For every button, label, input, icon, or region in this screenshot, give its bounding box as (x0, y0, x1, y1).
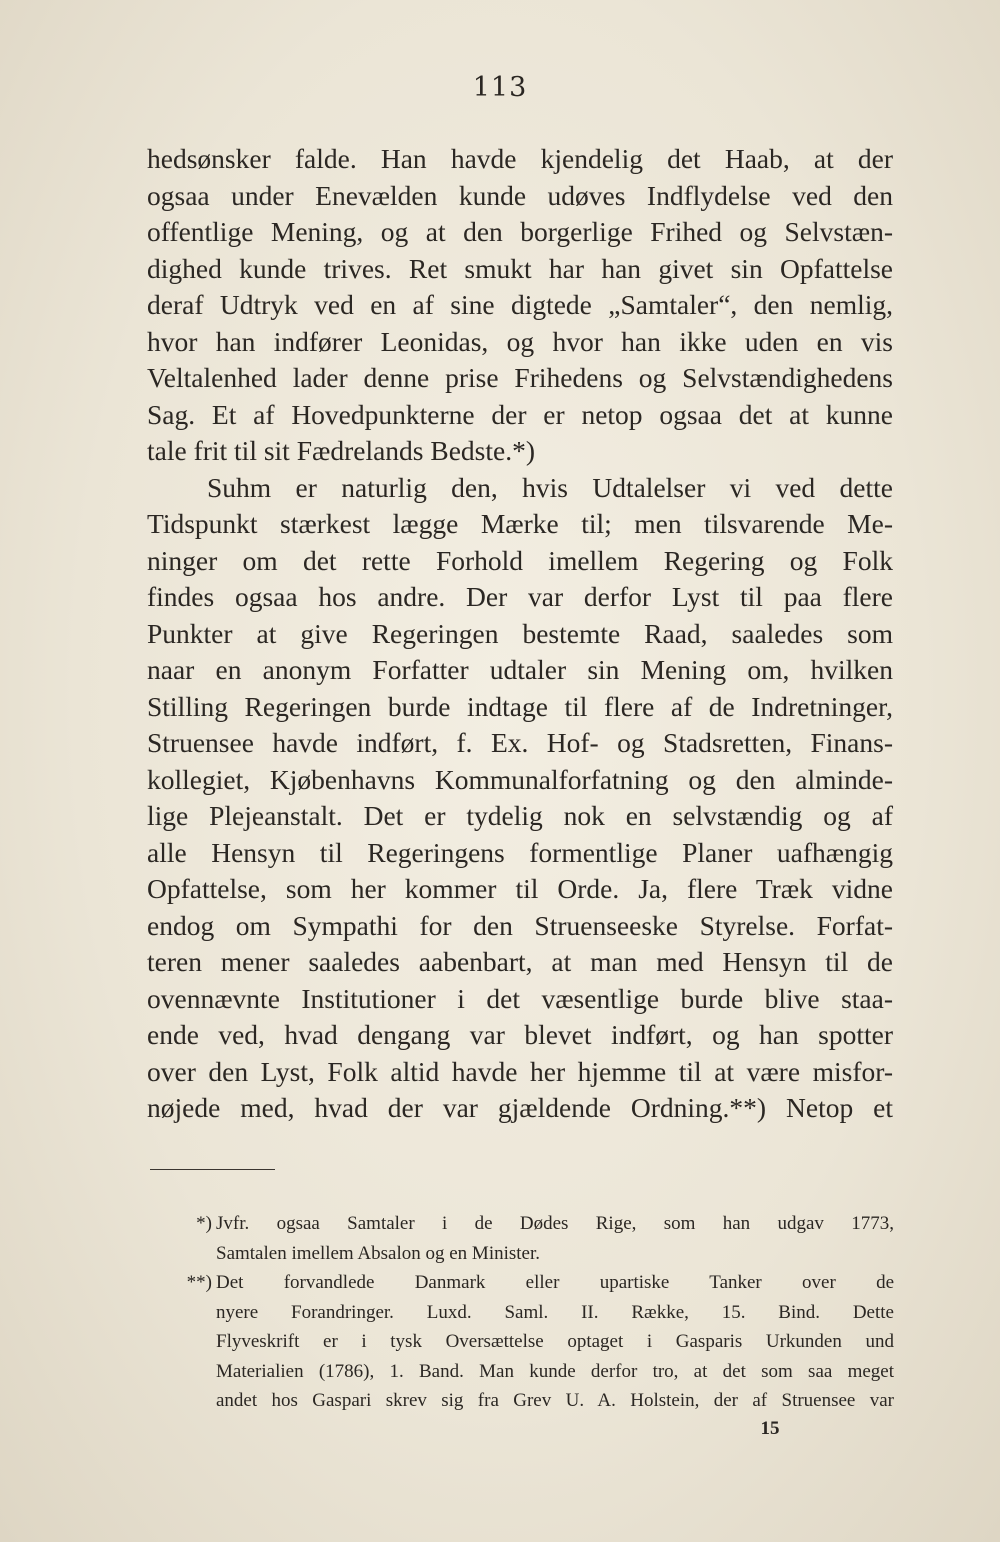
footnote (150, 1209, 894, 1268)
text-line: alle Hensyn til Regeringens formentlige Planer uafhængig (147, 836, 893, 868)
text-line: dighed kunde trives. Ret smukt har han givet sin Opfattelse (147, 252, 893, 284)
footnote-line: Materialien (1786), 1. Band. Man kunde derfor tro, at det som saa meget (216, 1360, 894, 1382)
text-line: Struensee havde indført, f. Ex. Hof- og Stadsretten, Finans- (147, 727, 893, 758)
text-line: lige Plejeanstalt. Det er tydelig nok en selvstændig og af (147, 800, 893, 831)
footnote-line: Samtalen imellem Absalon og en Minister. (216, 1242, 541, 1264)
text-line: Opfattelse, som her kommer til Orde. Ja, flere Træk vidne (147, 873, 893, 904)
text-line: tale frit til sit Fædrelands Bedste.*) (147, 435, 535, 466)
footnote-mark: *) (196, 1213, 212, 1234)
text-line: ovennævnte Institutioner i det væsentlige burde blive staa- (147, 982, 893, 1014)
text-line: kollegiet, Kjøbenhavns Kommunalforfatning og den alminde- (147, 763, 893, 795)
text-line: Sag. Et af Hovedpunkterne der er netop ogsaa det at kunne (147, 398, 893, 430)
body-text (147, 141, 893, 1127)
footnote-line: andet hos Gaspari skrev sig fra Grev U. A. Holstein, der af Struensee var (216, 1390, 894, 1411)
text-line: Veltalenhed lader denne prise Frihedens og Selvstændighedens (147, 362, 893, 393)
text-line: hvor han indfører Leonidas, og hvor han ikke uden en vis (147, 325, 893, 357)
footnote-line: Det forvandlede Danmark eller upartiske Tanker over de (216, 1272, 894, 1293)
text-line: naar en anonym Forfatter udtaler sin Mening om, hvilken (147, 654, 893, 685)
text-line: Suhm er naturlig den, hvis Udtalelser vi ved dette (207, 471, 893, 503)
footnote-line: Flyveskrift er i tysk Oversættelse optaget i Gasparis Urkunden und (216, 1331, 894, 1352)
footnote-line: nyere Forandringer. Luxd. Saml. II. Række, 15. Bind. Dette (216, 1301, 894, 1323)
text-line: findes ogsaa hos andre. Der var derfor Lyst til paa flere (147, 581, 893, 612)
signature-mark: 15 (760, 1418, 780, 1439)
footnotes (150, 1209, 894, 1416)
page-number: 113 (472, 72, 528, 103)
text-line: hedsønsker falde. Han havde kjendelig det Haab, at der (147, 143, 893, 174)
text-line: ogsaa under Enevælden kunde udøves Indflydelse ved den (147, 179, 893, 211)
text-line: endog om Sympathi for den Struenseeske Styrelse. Forfat- (147, 909, 893, 941)
footnote-mark: **) (186, 1272, 212, 1293)
text-line: nøjede med, hvad der var gjældende Ordning.**) Netop et (147, 1092, 893, 1123)
text-line: over den Lyst, Folk altid havde her hjemme til at være misfor- (147, 1055, 893, 1087)
text-line: deraf Udtryk ved en af sine digtede „Samtaler“, den nemlig, (147, 289, 893, 320)
text-line: Tidspunkt stærkest lægge Mærke til; men tilsvarende Me- (147, 508, 893, 539)
footnote-rule (150, 1169, 275, 1170)
text-line: Punkter at give Regeringen bestemte Raad, saaledes som (147, 617, 893, 649)
text-line: Stilling Regeringen burde indtage til flere af de Indretninger, (147, 690, 893, 722)
footnote (150, 1268, 894, 1416)
text-line: ninger om det rette Forhold imellem Regering og Folk (147, 544, 893, 576)
text-line: ende ved, hvad dengang var blevet indført, og han spotter (147, 1019, 893, 1050)
footnote-line: Jvfr. ogsaa Samtaler i de Dødes Rige, som han udgav 1773, (216, 1213, 894, 1234)
text-line: offentlige Mening, og at den borgerlige Frihed og Selvstæn- (147, 216, 893, 247)
text-line: teren mener saaledes aabenbart, at man med Hensyn til de (147, 946, 893, 977)
